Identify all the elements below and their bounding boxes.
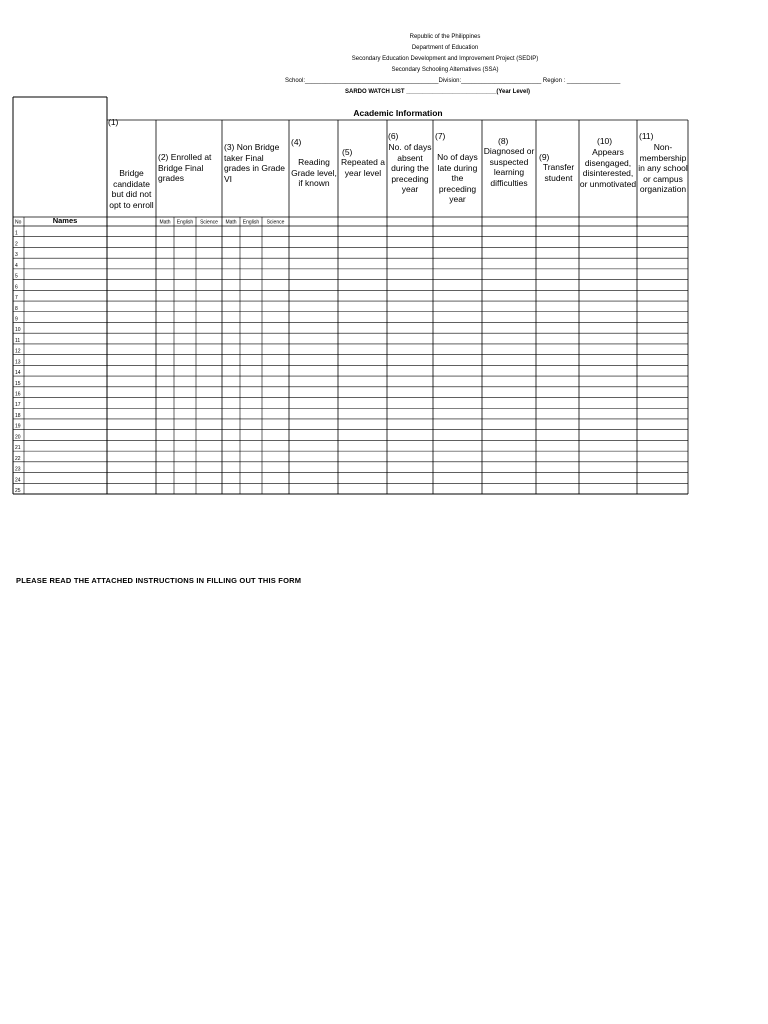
row-number: 18 xyxy=(15,412,21,419)
col5-number: (5) xyxy=(342,147,353,157)
col10-header: Appears disengaged, disinterested, or unmotivated xyxy=(579,147,637,189)
subject-label-nonbridge: English xyxy=(242,219,260,226)
school-division-region-line: School:________________________________________Division:________________________ Region : ________________ xyxy=(285,78,621,84)
subject-label-bridge: Math xyxy=(159,219,171,226)
row-number: 22 xyxy=(15,455,21,462)
no-column-label: No xyxy=(15,219,22,226)
row-number: 10 xyxy=(15,327,21,334)
row-number: 19 xyxy=(15,423,21,430)
row-number: 8 xyxy=(15,305,18,312)
col6-header: No. of days absent during the preceding year xyxy=(388,142,432,194)
subject-label-nonbridge: Math xyxy=(225,219,237,226)
row-number: 7 xyxy=(15,295,18,302)
col4-number: (4) xyxy=(291,137,302,147)
row-number: 3 xyxy=(15,252,18,259)
header-project: Secondary Education Development and Improvement Project (SEDIP) xyxy=(351,56,539,62)
col3-header xyxy=(224,142,288,192)
row-number: 16 xyxy=(15,391,21,398)
row-number: 17 xyxy=(15,402,21,409)
col5-header: Repeated a year level xyxy=(341,157,385,178)
col6-number: (6) xyxy=(388,131,399,141)
subject-label-nonbridge: Science xyxy=(266,219,285,226)
col2-number: (2) xyxy=(158,152,169,162)
col7-number: (7) xyxy=(435,131,446,141)
col9-number: (9) xyxy=(539,152,550,162)
row-number: 25 xyxy=(15,488,21,494)
subject-label-bridge: Science xyxy=(200,219,218,226)
row-number: 20 xyxy=(15,434,21,441)
col10-number: (10) xyxy=(597,136,613,146)
col2-label: Enrolled at Bridge Final grades xyxy=(158,152,214,183)
col2-header xyxy=(158,152,222,192)
header-republic: Republic of the Philippines xyxy=(409,34,481,40)
academic-information-title: Academic Information xyxy=(353,108,443,118)
row-number: 4 xyxy=(15,262,18,269)
col3-number: (3) xyxy=(224,142,235,152)
col4-header: Reading Grade level, if known xyxy=(291,157,337,188)
names-column-label: Names xyxy=(52,216,78,225)
row-number: 5 xyxy=(15,273,18,280)
col11-number: (11) xyxy=(639,131,654,141)
col9-header: Transfer student xyxy=(542,162,575,183)
row-number: 13 xyxy=(15,359,21,366)
row-number: 11 xyxy=(15,337,21,344)
instructions-note: PLEASE READ THE ATTACHED INSTRUCTIONS IN FILLING OUT THIS FORM xyxy=(16,576,302,585)
col8-header: Diagnosed or suspected learning difficulties xyxy=(483,146,535,188)
row-number: 14 xyxy=(15,370,21,377)
col8-number: (8) xyxy=(498,136,509,146)
col11-header: Non-membership in any school or campus organization xyxy=(638,142,688,194)
row-number: 9 xyxy=(15,316,18,323)
col7-header: No of days late during the preceding year xyxy=(437,152,478,204)
header-department: Department of Education xyxy=(411,45,479,51)
col3-label: Non Bridge taker Final grades in Grade VI xyxy=(224,142,285,184)
row-number: 15 xyxy=(15,380,21,387)
watch-list-title: SARDO WATCH LIST ___________________________(Year Level) xyxy=(345,89,531,95)
row-number: 2 xyxy=(15,241,18,248)
col1-number: (1) xyxy=(108,117,119,127)
row-number: 6 xyxy=(15,284,18,291)
col1-header: Bridge candidate but did not opt to enroll xyxy=(109,168,154,210)
subject-label-bridge: English xyxy=(176,219,194,226)
row-number: 1 xyxy=(15,230,18,237)
row-number: 21 xyxy=(15,445,21,452)
header-program: Secondary Schooling Alternatives (SSA) xyxy=(391,67,499,73)
row-number: 23 xyxy=(15,466,21,473)
row-number: 24 xyxy=(15,477,21,484)
row-number: 12 xyxy=(15,348,21,355)
